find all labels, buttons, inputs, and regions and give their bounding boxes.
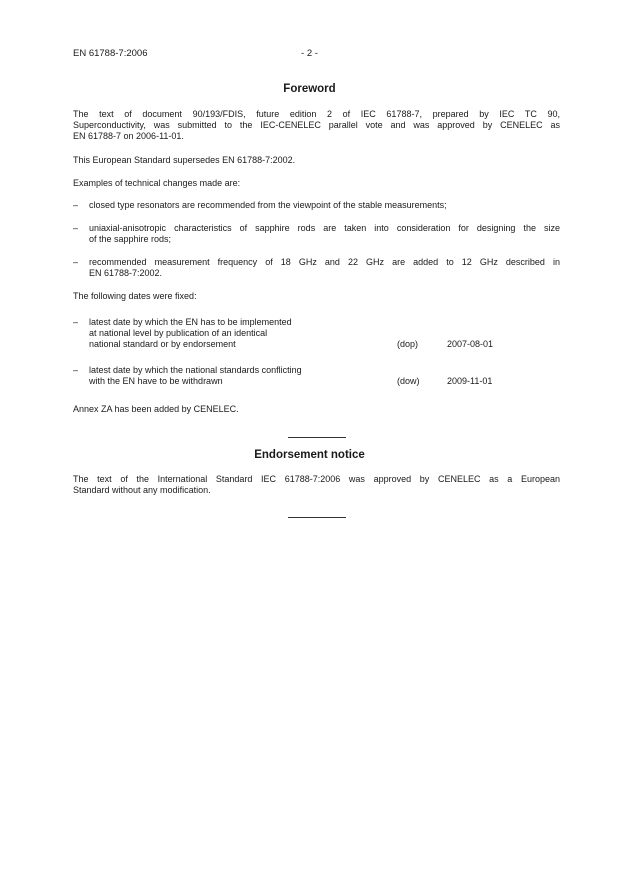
supersedes-text: This European Standard supersedes EN 61788-7:2002. [73,155,296,165]
date-line: latest date by which the EN has to be implemented [89,317,292,327]
dates-intro: The following dates were fixed: [73,291,197,301]
foreword-intro [73,109,560,142]
endorsement-line: The text of the International Standard IEC 61788-7:2006 was approved by CENELEC as a European [73,474,560,484]
date-code: (dow) [397,376,420,386]
list-dash: – [73,223,79,233]
date-item [89,317,389,350]
date-line: latest date by which the national standards conflicting [89,365,302,375]
list-dash: – [73,317,79,327]
intro-line: EN 61788-7 on 2006-11-01. [73,131,184,141]
date-line: national standard or by endorsement [89,339,236,349]
section-divider [288,437,346,438]
page-number: - 2 - [301,48,318,59]
list-dash: – [73,257,79,267]
endorsement-line: Standard without any modification. [73,485,211,495]
endorsement-title: Endorsement notice [254,449,365,461]
intro-line: The text of document 90/193/FDIS, future edition 2 of IEC 61788-7, prepared by IEC TC 90, [73,109,560,119]
change-line: EN 61788-7:2002. [89,268,163,278]
endorsement-text [73,474,560,496]
date-line: at national level by publication of an identical [89,328,268,338]
section-divider [288,517,346,518]
list-dash: – [73,200,79,210]
change-item [89,200,560,211]
change-item [89,223,560,245]
date-value: 2007-08-01 [447,339,494,349]
date-line: with the EN have to be withdrawn [89,376,223,386]
change-line: uniaxial-anisotropic characteristics of sapphire rods are taken into consideration for designing the size [89,223,560,233]
examples-intro: Examples of technical changes made are: [73,178,241,188]
foreword-title: Foreword [283,83,336,95]
document-id: EN 61788-7:2006 [73,48,148,59]
intro-line: Superconductivity, was submitted to the IEC-CENELEC parallel vote and was approved by CENELEC as [73,120,560,130]
list-dash: – [73,365,79,375]
date-value: 2009-11-01 [447,376,493,386]
annex-note: Annex ZA has been added by CENELEC. [73,404,239,414]
change-line: closed type resonators are recommended from the viewpoint of the stable measurements; [89,200,447,210]
change-line: recommended measurement frequency of 18 GHz and 22 GHz are added to 12 GHz described in [89,257,560,267]
change-line: of the sapphire rods; [89,234,172,244]
change-item [89,257,560,279]
date-code: (dop) [397,339,419,349]
date-item [89,365,389,387]
